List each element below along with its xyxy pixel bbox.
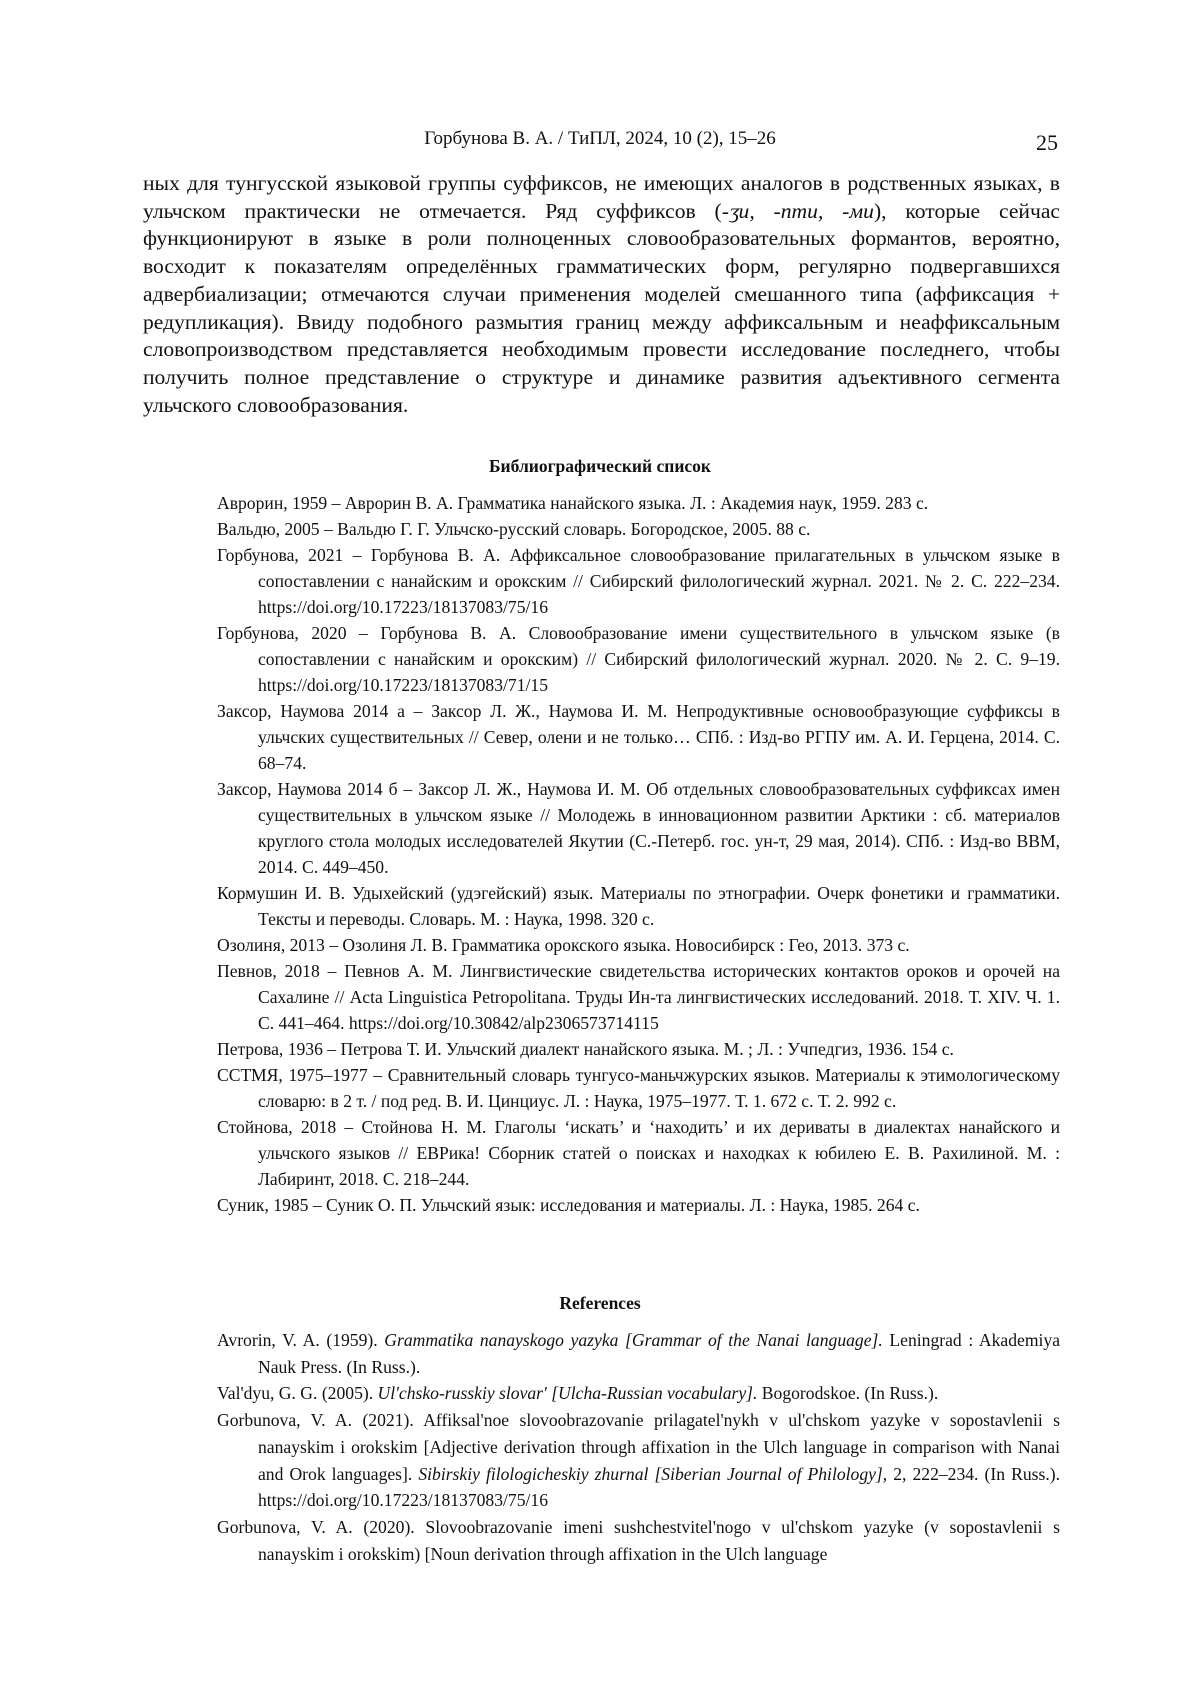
reference-item [217,1327,1060,1380]
reference-author: Avrorin, V. A. (1959). [217,1330,385,1350]
paragraph-text: ных для тунгусской языковой группы суффиксов, не имеющих аналогов в родственных языках, в ульчском практически не отмечается. Ряд суффиксов ( [143,171,1060,223]
bibliography-item: ССТМЯ, 1975–1977 – Сравнительный словарь тунгусо-маньчжурских языков. Материалы к этимологическому словарю: в 2 т. / под ред. В. И. Цинциус. Л. : Наука, 1975–1977. Т. 1. 672 с. Т. 2. 992 с. [217,1065,1060,1111]
reference-item [217,1407,1060,1514]
bibliography-item: Заксор, Наумова 2014 а – Заксор Л. Ж., Наумова И. М. Непродуктивные основообразующие суффиксы в ульчских существительных // Север, олени и не только… СПб. : Изд-во РГПУ им. А. И. Герцена, 2014. С. 68–74. [217,701,1060,773]
bibliography-item: Певнов, 2018 – Певнов А. М. Лингвистические свидетельства исторических контактов ороков и орочей на Сахалине // Acta Linguistica Petropolitana. Труды Ин-та лингвистических исследований. 2018. Т. XIV. Ч. 1. С. 441–464. https://doi.org/10.30842/alp2306573714115 [217,961,1060,1033]
references-title: References [559,1293,641,1313]
bibliography-item: Вальдю, 2005 – Вальдю Г. Г. Ульчско-русский словарь. Богородское, 2005. 88 с. [217,519,811,539]
bibliography-item: Горбунова, 2021 – Горбунова В. А. Аффиксальное словообразование прилагательных в ульчском языке в сопоставлении с нанайским и орокским // Сибирский филологический журнал. 2021. № 2. С. 222–234. https://doi.org/10.17223/18137083/75/16 [217,545,1060,617]
page-number: 25 [1036,130,1058,155]
reference-publisher: Bogorodskoe. (In Russ.). [757,1383,939,1404]
bibliography-item: Заксор, Наумова 2014 б – Заксор Л. Ж., Наумова И. М. Об отдельных словообразовательных суффиксах имен существительных в ульчском языке // Молодежь в инновационном развитии Арктики : сб. материалов круглого стола молодых исследователей Якутии (С.-Петерб. гос. ун-т, 29 мая, 2014). СПб. : Изд-во ВВМ, 2014. С. 449–450. [217,779,1060,877]
reference-author: Gorbunova, V. A. (2020). Slovoobrazovanie imeni sushchestvitel'nogo v ul'chskom yazyke (v sopostavlenii s nanayskim i orokskim) [Noun derivation through affixation in the Ulch language [217,1516,1060,1564]
bibliography-item: Озолиня, 2013 – Озолиня Л. В. Грамматика орокского языка. Новосибирск : Гео, 2013. 373 с. [217,935,910,955]
reference-details: 2, 222–234. (In Russ.). https://doi.org/10.17223/18137083/75/16 [258,1463,1060,1511]
bibliography-item: Петрова, 1936 – Петрова Т. И. Ульчский диалект нанайского языка. М. ; Л. : Учпедгиз, 1936. 154 с. [217,1039,954,1059]
reference-title-italic: Ul'chsko-russkiy slovar' [Ulcha-Russian vocabulary]. [377,1383,758,1404]
reference-item [217,1380,1060,1407]
bibliography-item: Стойнова, 2018 – Стойнова Н. М. Глаголы ‘искать’ и ‘находить’ и их дериваты в диалектах нанайского и ульчского языков // ЕВРика! Сборник статей о поисках и находках к юбилею Е. В. Рахилиной. М. : Лабиринт, 2018. С. 218–244. [217,1117,1060,1189]
bibliography-item: Аврорин, 1959 – Аврорин В. А. Грамматика нанайского языка. Л. : Академия наук, 1959. 283 с. [217,493,929,513]
bibliography-item: Кормушин И. В. Удыхейский (удэгейский) язык. Материалы по этнографии. Очерк фонетики и грамматики. Тексты и переводы. Словарь. М. : Наука, 1998. 320 с. [217,883,1060,929]
references-list [217,1327,1060,1567]
reference-item [217,1514,1060,1567]
reference-publisher: Leningrad : Akademiya Nauk Press. (In Russ.). [258,1330,1061,1377]
reference-journal-italic: Sibirskiy filologicheskiy zhurnal [Siberian Journal of Philology], [418,1463,888,1484]
body-paragraph [143,170,1060,419]
bibliography-title: Библиографический список [488,456,711,476]
reference-author: Gorbunova, V. A. (2021). Affiksal'noe slovoobrazovanie prilagatel'nykh v ul'chskom yazyke v sopostavlenii s nanayskim i orokskim [Adjective derivation through affixation in the Ulch language in comparison with Nanai and Orok languages]. [217,1410,1060,1484]
reference-author: Val'dyu, G. G. (2005). [217,1383,378,1404]
paragraph-text-rest: ), которые сейчас функционируют в языке в роли полноценных словообразовательных формантов, вероятно, восходит к показателям определённых грамматических форм, регулярно подвергавшихся адвербиализации; отмечаются случаи применения моделей смешанного типа (аффиксация + редупликация). Ввиду подобного размытия границ между аффиксальным и неаффиксальным словопроизводством представляется необходимым провести исследование последнего, чтобы получить полное представление о структуре и динамике развития адъективного сегмента ульчского словообразования. [143,198,1060,417]
bibliography-item: Суник, 1985 – Суник О. П. Ульчский язык: исследования и материалы. Л. : Наука, 1985. 264 с. [217,1195,920,1215]
bibliography-item: Горбунова, 2020 – Горбунова В. А. Словообразование имени существительного в ульчском языке (в сопоставлении с нанайским и орокским) // Сибирский филологический журнал. 2020. № 2. С. 9–19. https://doi.org/10.17223/18137083/71/15 [217,623,1060,695]
reference-title-italic: Grammatika nanayskogo yazyka [Grammar of the Nanai language]. [384,1330,883,1350]
bibliography-list [217,490,1060,1218]
suffix-list: -ӡи, -пти, -ми [721,198,874,223]
running-head: Горбунова В. А. / ТиПЛ, 2024, 10 (2), 15–26 [424,128,776,149]
